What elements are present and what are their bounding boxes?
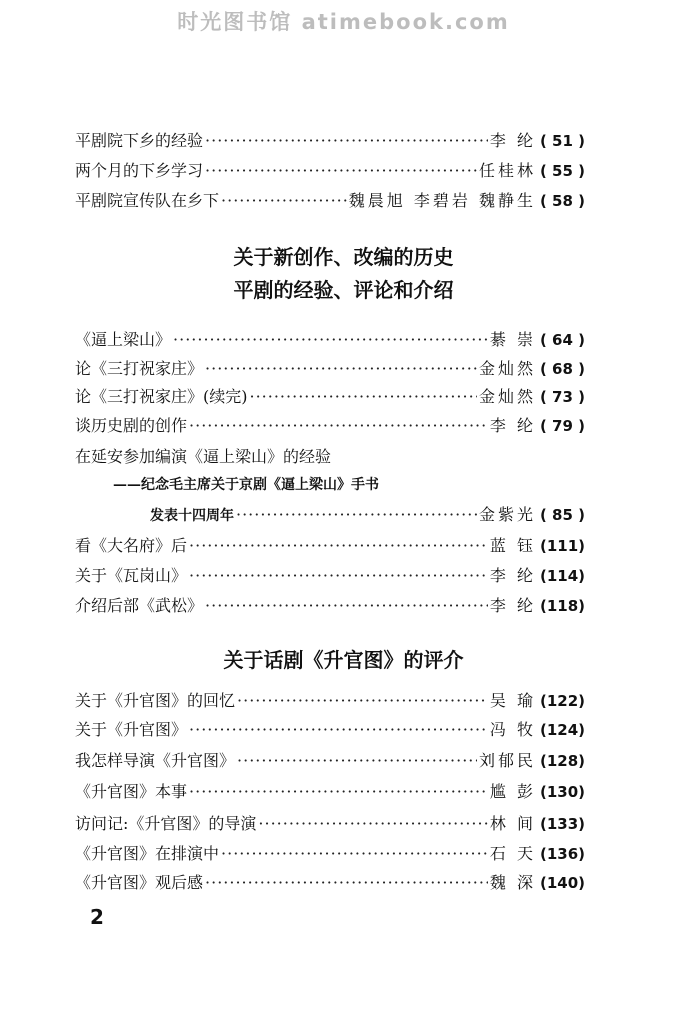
- entry-subtitle: 发表十四周年: [150, 508, 234, 524]
- entry-title: 《升官图》本事: [75, 782, 188, 801]
- entry-page: (114): [539, 567, 585, 585]
- toc-entry: [75, 563, 585, 589]
- entry-title: 平剧院宣传队在乡下: [75, 191, 220, 210]
- entry-title: 《逼上梁山》: [75, 330, 172, 349]
- entry-author: 石 天: [489, 844, 536, 863]
- section-heading: 关于新创作、改编的历史: [233, 245, 454, 269]
- entry-title: 两个月的下乡学习: [75, 161, 204, 180]
- entry-title: 看《大名府》后: [75, 536, 188, 555]
- watermark: 时光图书馆 atimebook.com: [177, 10, 510, 34]
- toc-entry: [75, 717, 585, 743]
- entry-subtitle: ——纪念毛主席关于京剧《逼上梁山》手书: [113, 477, 379, 493]
- leader-dots: [236, 505, 477, 524]
- toc-entry: [75, 748, 585, 774]
- leader-dots: [221, 191, 347, 210]
- leader-dots: [173, 330, 488, 349]
- toc-entry: [75, 413, 585, 439]
- leader-dots: [250, 387, 477, 406]
- entry-author: 任桂林: [478, 161, 536, 180]
- entry-page: ( 58 ): [539, 192, 585, 210]
- entry-page: ( 64 ): [539, 331, 585, 349]
- entry-title: 关于《瓦岗山》: [75, 566, 188, 585]
- toc-entry: [75, 688, 585, 714]
- entry-title: 平剧院下乡的经验: [75, 131, 204, 150]
- entry-title: 《升官图》在排演中: [75, 844, 220, 863]
- entry-author: 冯 牧: [489, 720, 536, 739]
- leader-dots: [205, 359, 477, 378]
- leader-dots: [189, 566, 488, 585]
- leader-dots: [205, 596, 488, 615]
- toc-entry: [75, 128, 585, 154]
- entry-title: 关于《升官图》: [75, 720, 188, 739]
- entry-author: 李 纶: [489, 596, 536, 615]
- leader-dots: [205, 161, 477, 180]
- entry-page: ( 85 ): [539, 506, 585, 524]
- entry-author: 林 间: [489, 814, 536, 833]
- entry-page: (136): [539, 845, 585, 863]
- entry-page: (118): [539, 597, 585, 615]
- leader-dots: [189, 416, 488, 435]
- leader-dots: [258, 814, 487, 833]
- page-number: 2: [90, 905, 104, 929]
- toc-entry: [75, 811, 585, 837]
- entry-author: 李 纶: [489, 416, 536, 435]
- toc-entry: [75, 158, 585, 184]
- toc-entry: [75, 327, 585, 353]
- entry-title: 访问记:《升官图》的导演: [75, 814, 257, 833]
- entry-author: 尴 彭: [489, 782, 536, 801]
- entry-page: (140): [539, 874, 585, 892]
- section-heading: 关于话剧《升官图》的评介: [223, 648, 464, 672]
- leader-dots: [189, 536, 488, 555]
- entry-title: 论《三打祝家庄》(续完): [75, 387, 248, 406]
- toc-entry: [75, 870, 585, 896]
- toc-entry: [75, 356, 585, 382]
- entry-author: 金灿然: [478, 359, 536, 378]
- entry-page: ( 55 ): [539, 162, 585, 180]
- entry-page: ( 73 ): [539, 388, 585, 406]
- entry-page: (111): [539, 537, 585, 555]
- toc-entry: [150, 502, 585, 528]
- entry-author: 綦 崇: [489, 330, 536, 349]
- leader-dots: [189, 720, 488, 739]
- entry-author: 吴 瑜: [489, 691, 536, 710]
- entry-title: 论《三打祝家庄》: [75, 359, 204, 378]
- entry-page: (124): [539, 721, 585, 739]
- leader-dots: [189, 782, 488, 801]
- entry-author: 魏 深: [489, 873, 536, 892]
- entry-author: 金紫光: [478, 505, 536, 524]
- entry-title: 《升官图》观后感: [75, 873, 204, 892]
- entry-title: 我怎样导演《升官图》: [75, 751, 236, 770]
- entry-page: ( 68 ): [539, 360, 585, 378]
- entry-title: 关于《升官图》的回忆: [75, 691, 236, 710]
- entry-page: ( 51 ): [539, 132, 585, 150]
- entry-author: 李 纶: [489, 131, 536, 150]
- entry-title: 介绍后部《武松》: [75, 596, 204, 615]
- toc-entry: [75, 593, 585, 619]
- entry-title: 在延安参加编演《逼上梁山》的经验: [75, 447, 332, 466]
- entry-page: ( 79 ): [539, 417, 585, 435]
- entry-author: 金灿然: [478, 387, 536, 406]
- section-heading: 平剧的经验、评论和介绍: [233, 278, 454, 302]
- leader-dots: [221, 844, 488, 863]
- entry-page: (122): [539, 692, 585, 710]
- entry-title: 谈历史剧的创作: [75, 416, 188, 435]
- entry-author: 李 纶: [489, 566, 536, 585]
- entry-author: 魏晨旭 李碧岩 魏静生: [348, 191, 536, 210]
- entry-author: 蓝 钰: [489, 536, 536, 555]
- leader-dots: [237, 691, 488, 710]
- toc-entry: [75, 533, 585, 559]
- entry-page: (133): [539, 815, 585, 833]
- entry-author: 刘郁民: [478, 751, 536, 770]
- leader-dots: [237, 751, 477, 770]
- toc-entry: [75, 779, 585, 805]
- toc-entry: [75, 188, 585, 214]
- entry-page: (128): [539, 752, 585, 770]
- entry-page: (130): [539, 783, 585, 801]
- toc-entry: [75, 841, 585, 867]
- leader-dots: [205, 873, 488, 892]
- leader-dots: [205, 131, 488, 150]
- toc-entry: [75, 384, 585, 410]
